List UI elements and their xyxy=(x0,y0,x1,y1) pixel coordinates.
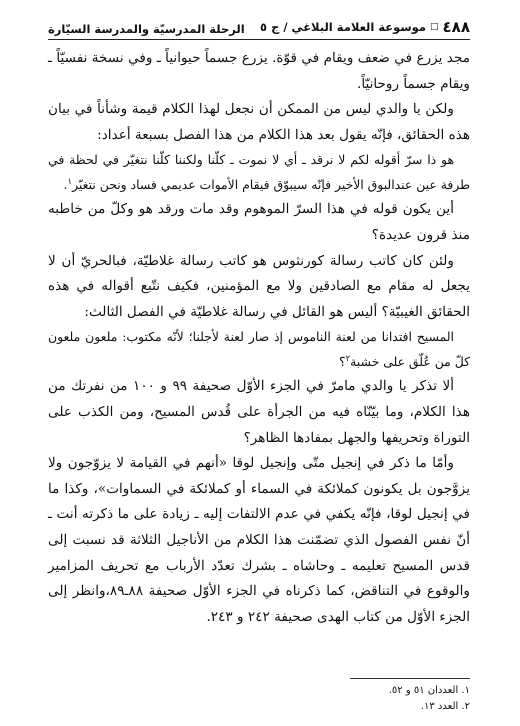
quotation: المسيح افتدانا من لعنة الناموس إذ صار لعنة لأجلنا؛ لأنّه مكتوب: ملعون ملعون كلّ من عُلّق على خشبة$^٢$؟ xyxy=(48,329,470,369)
footnote-separator xyxy=(350,678,470,679)
quotation-text: هو ذا سرّ أقوله لكم لا نرقد ـ أي لا نموت ـ كلّنا ولكننا كلّنا نتغيّر في لحظة في طرفة عين عندالبوق الأخير فإنّه سيبوّق فيقام الأموات عديمي فساد ونحن نتغيّر xyxy=(48,152,470,192)
footnote: ٢. العدد ١٣. xyxy=(420,701,470,712)
paragraph: ألا تذكر يا والدي مامرّ في الجزء الأوّل صحيفة ٩٩ و ١٠٠ من نفرتك من هذا الكلام، وما بيّنّاه فيه من الجرأة على قُدس المسيح، ومن الكذب على التوراة وتحريفها والجهل بمفادها الظاهر؟ xyxy=(48,378,470,446)
header-book-info xyxy=(260,18,470,36)
quotation: هو ذا سرّ أقوله لكم لا نرقد ـ أي لا نموت ـ كلّنا ولكننا كلّنا نتغيّر في لحظة في طرفة عين عندالبوق الأخير فإنّه سيبوّق فيقام الأموات عديمي فساد ونحن نتغيّر$^١$. xyxy=(48,152,470,192)
paragraph: مجد يزرع في ضعف ويقام في قوّة. يزرع جسماً حيوانياً ـ وفي نسخة نفسيّاً ـ ويقام جسماً روحانيّاً. xyxy=(48,50,470,92)
running-header xyxy=(48,10,470,40)
footnote-ref: ١ xyxy=(67,176,73,187)
footnote: ١. العددان ٥١ و ٥٢. xyxy=(388,685,470,696)
quotation-text: المسيح افتدانا من لعنة الناموس إذ صار لعنة لأجلنا؛ لأنّه مكتوب: ملعون ملعون كلّ من عُلّق على خشبة xyxy=(48,329,470,369)
paragraph: ولكن يا والدي ليس من الممكن أن نجعل لهذا الكلام قيمة وشأناً في بيان هذه الحقائق، فإنّه يقول بعد هذا الكلام من هذا الفصل بسبعة أعداد: xyxy=(48,101,470,143)
body-text xyxy=(48,46,470,630)
paragraph: أين يكون قوله في هذا السرّ الموهوم وقد مات ورقد هو وكلّ من خاطبه منذ قرون عديدة؟ xyxy=(48,201,470,243)
book-title: موسوعة العلامة البلاغي / ج ٥ xyxy=(260,20,427,34)
square-ornament-icon: □ xyxy=(430,22,439,32)
paragraph: وأمّا ما ذكر في إنجيل متّى وإنجيل لوقا «أنهم في القيامة لا يزوّجون ولا يزوَّجون بل يكونون كملائكة في السماء أو كملائكة في السماوات»، وكذا ما في إنجيل لوقا، فإنّه يكفي في عدم الالتفات إليه ـ زيادة على ما ذكرته أنت ـ أنّ نفس الفصول الذي تضمّنت هذا الكلام من الأناجيل الثلاثة قد نسبت إلى قدس المسيح تعليمه ـ وحاشاه ـ بشرك تعدّد الأرباب مع تحريف المزامير والوقوع في التناقض، كما ذكرناه في الجزء الأوّل صحيفة ٨٨ـ٨٩،وانظر إلى الجزء الأوّل من كتاب الهدى صحيفة ٢٤٢ و ٢٤٣. xyxy=(48,455,470,625)
footnotes xyxy=(50,683,470,715)
page-number: ٤٨٨ xyxy=(442,18,470,36)
paragraph: ولئن كان كاتب رسالة كورنثوس هو كاتب رسالة غلاطيّة، فبالحريّ أن لا يجعل له مقام مع الصادقين ولا مع المؤمنين، فكيف نتّبع أقواله في هذه الحقائق الغيبيّة؟ أليس هو القائل في رسالة غلاطيّة في الفصل الثالث: xyxy=(48,252,470,320)
footnote-ref: ٢ xyxy=(345,353,351,364)
section-title: الرحلة المدرسيّة والمدرسة السيّارة xyxy=(48,22,245,36)
